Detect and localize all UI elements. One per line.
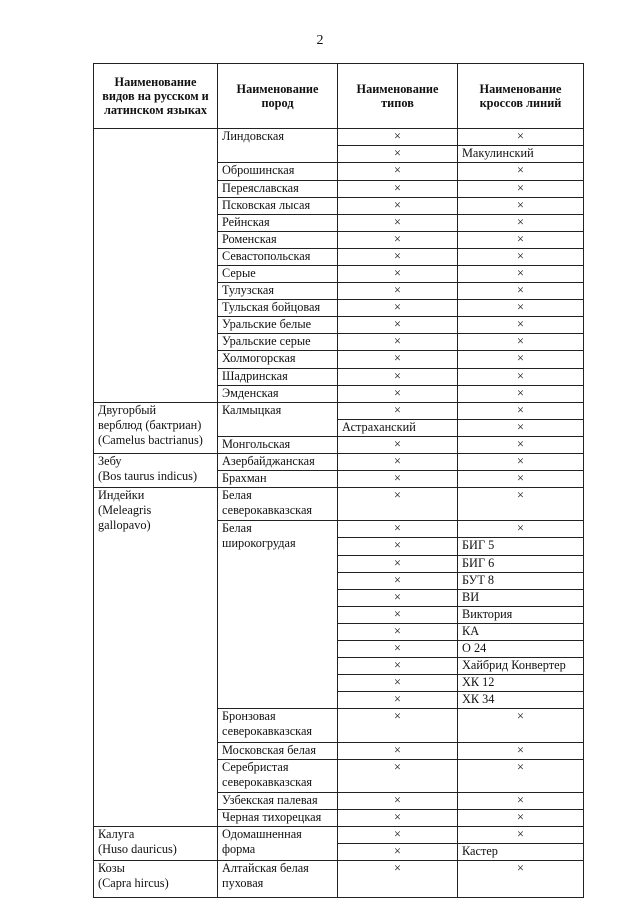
type-mark: × [338,675,458,692]
breed-cell: Тульская бойцовая [218,300,338,317]
type-mark: × [338,555,458,572]
breed-cell: Псковская лысая [218,197,338,214]
type-mark: × [338,334,458,351]
breed-name: Алтайская белая [222,861,309,876]
species-cell-empty [94,129,218,403]
breed-cell: Уральские серые [218,334,338,351]
type-mark: × [338,197,458,214]
species-latin: (Capra hircus) [98,876,169,891]
line-cell: О 24 [458,640,584,657]
breed-cell: Роменская [218,231,338,248]
type-mark: × [338,129,458,146]
line-cell: ВИ [458,589,584,606]
line-mark: × [458,300,584,317]
breed-cell: Севастопольская [218,248,338,265]
breed-cell: Черная тихорецкая [218,809,338,826]
page-number: 2 [316,33,324,48]
line-mark: × [458,334,584,351]
line-mark: × [458,351,584,368]
type-mark: × [338,300,458,317]
type-mark: × [338,488,458,521]
species-latin: gallopavo) [98,518,151,533]
type-mark: × [338,692,458,709]
line-mark: × [458,214,584,231]
type-mark: × [338,283,458,300]
type-mark: × [338,792,458,809]
species-cell [94,861,218,898]
line-mark: × [458,385,584,402]
line-cell: БИГ 6 [458,555,584,572]
line-mark: × [458,809,584,826]
type-mark: × [338,844,458,861]
breed-cell: Уральские белые [218,317,338,334]
type-mark: × [338,809,458,826]
species-latin: (Bos taurus indicus) [98,469,198,483]
breed-name: северокавказская [222,774,313,789]
line-cell: ХК 34 [458,692,584,709]
breed-cell: Азербайджанская [218,454,338,471]
line-mark: × [458,826,584,843]
type-mark: × [338,163,458,180]
breeds-table [93,63,584,898]
type-mark: × [338,385,458,402]
species-name: Козы [98,861,125,876]
breed-cell: Переяславская [218,180,338,197]
breed-cell [218,861,338,898]
header-breed: Наименование пород [218,64,338,129]
species-cell [94,826,218,860]
breed-name: Одомашненная [222,826,302,841]
line-mark: × [458,180,584,197]
breed-cell: Оброшинская [218,163,338,180]
type-mark: × [338,826,458,843]
breed-cell: Холмогорская [218,351,338,368]
breed-cell [218,759,338,792]
line-cell: БИГ 5 [458,538,584,555]
type-mark: × [338,454,458,471]
breed-cell: Монгольская [218,436,338,453]
line-mark: × [458,454,584,471]
species-name: Двугорбый [98,402,157,417]
type-mark: × [338,146,458,163]
type-mark: × [338,402,458,419]
species-name: Индейки [98,488,145,503]
breed-cell: Брахман [218,471,338,488]
line-mark: × [458,471,584,488]
line-cell: ХК 12 [458,675,584,692]
type-mark: × [338,368,458,385]
line-mark: × [458,163,584,180]
breed-cell [218,709,338,742]
breed-name: форма [222,841,256,856]
breed-cell: Шадринская [218,368,338,385]
species-latin: (Meleagris [98,503,152,518]
breed-cell: Серые [218,265,338,282]
type-mark: × [338,180,458,197]
line-mark: × [458,197,584,214]
species-name: Калуга [98,826,135,841]
type-mark: × [338,759,458,792]
type-mark: × [338,471,458,488]
line-mark: × [458,521,584,538]
line-mark: × [458,488,584,521]
species-latin: (Huso dauricus) [98,841,177,856]
type-mark: × [338,709,458,742]
type-mark: × [338,317,458,334]
type-mark: × [338,861,458,898]
breed-cell [218,521,338,709]
table-row [94,129,584,146]
type-mark: × [338,572,458,589]
line-mark: × [458,436,584,453]
line-mark: × [458,419,584,436]
table-row [94,826,584,843]
line-cell: Макулинский [458,146,584,163]
breed-cell: Линдовская [218,129,338,163]
line-mark: × [458,248,584,265]
line-mark: × [458,265,584,282]
type-mark: × [338,351,458,368]
type-cell: Астраханский [338,419,458,436]
table-row [94,454,584,471]
species-cell [94,402,218,453]
species-cell [94,454,218,488]
line-cell: Хайбрид Конвертер [458,658,584,675]
breed-cell [218,826,338,860]
line-mark: × [458,759,584,792]
breed-name: широкогрудая [222,536,296,551]
type-mark: × [338,521,458,538]
type-mark: × [338,623,458,640]
line-mark: × [458,861,584,898]
breed-name: Белая [222,488,252,503]
breed-name: пуховая [222,876,264,891]
header-row [94,64,584,129]
type-mark: × [338,589,458,606]
breed-cell: Рейнская [218,214,338,231]
line-mark: × [458,742,584,759]
breed-name: северокавказская [222,503,313,518]
header-species: Наименование видов на русском и латинском языках [94,64,218,129]
line-mark: × [458,792,584,809]
breed-name: северокавказская [222,724,313,739]
type-mark: × [338,538,458,555]
line-mark: × [458,129,584,146]
type-mark: × [338,436,458,453]
type-mark: × [338,265,458,282]
type-mark: × [338,248,458,265]
line-mark: × [458,368,584,385]
breed-cell: Тулузская [218,283,338,300]
line-mark: × [458,317,584,334]
breed-cell: Узбекская палевая [218,792,338,809]
header-line: Наименование кроссов линий [458,64,584,129]
line-cell: Виктория [458,606,584,623]
line-mark: × [458,402,584,419]
line-cell: Кастер [458,844,584,861]
table-row [94,861,584,898]
breed-name: Серебристая [222,759,289,774]
table-row [94,488,584,521]
header-type: Наименование типов [338,64,458,129]
breed-name: Белая [222,521,252,536]
line-mark: × [458,231,584,248]
breed-cell: Эмденская [218,385,338,402]
line-cell: КА [458,623,584,640]
type-mark: × [338,742,458,759]
breed-cell [218,488,338,521]
type-mark: × [338,606,458,623]
line-mark: × [458,283,584,300]
line-cell: БУТ 8 [458,572,584,589]
type-mark: × [338,658,458,675]
type-mark: × [338,231,458,248]
table-row [94,402,584,419]
species-latin: (Camelus bactrianus) [98,432,203,447]
type-mark: × [338,640,458,657]
species-cell [94,488,218,827]
breed-cell: Московская белая [218,742,338,759]
type-mark: × [338,214,458,231]
breed-cell: Калмыцкая [218,402,338,436]
line-mark: × [458,709,584,742]
breed-name: Бронзовая [222,709,276,724]
species-name: верблюд (бактриан) [98,417,202,432]
species-name: Зебу [98,454,122,468]
